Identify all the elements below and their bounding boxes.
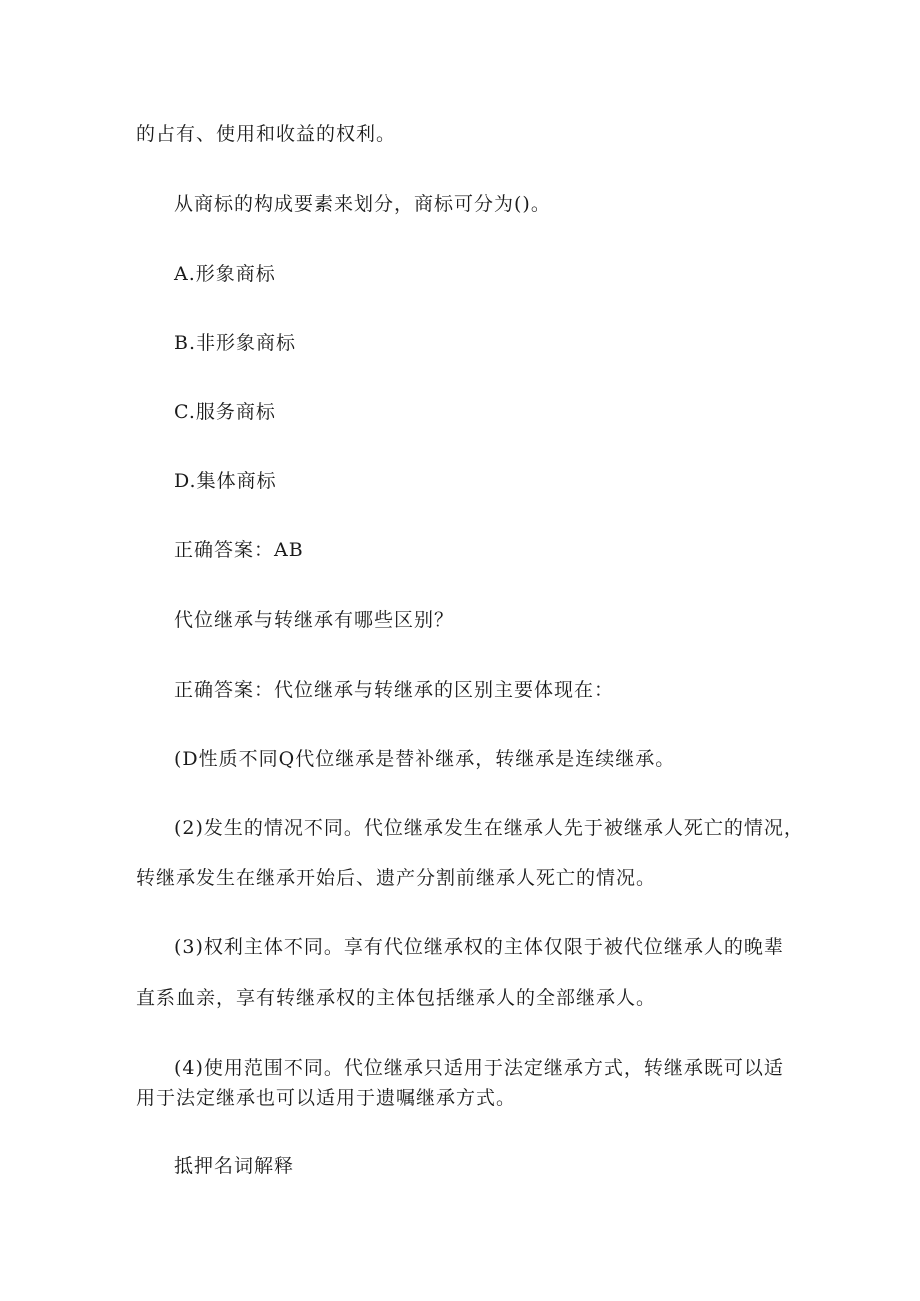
option-b: B.非形象商标 bbox=[174, 332, 297, 354]
answer-point-3: (3)权利主体不同。享有代位继承权的主体仅限于被代位继承人的晚辈 bbox=[174, 936, 784, 958]
question-stem: 代位继承与转继承有哪些区别？ bbox=[174, 609, 455, 631]
answer-line: 正确答案：AB bbox=[174, 539, 304, 561]
option-a: A.形象商标 bbox=[174, 263, 276, 285]
option-d: D.集体商标 bbox=[174, 470, 277, 492]
answer-point-4: (4)使用范围不同。代位继承只适用于法定继承方式，转继承既可以适 bbox=[174, 1057, 784, 1079]
answer-point-2-continued: 转继承发生在继承开始后、遗产分割前继承人死亡的情况。 bbox=[136, 867, 657, 889]
answer-point-4-continued: 用于法定继承也可以适用于遗嘱继承方式。 bbox=[136, 1087, 517, 1109]
answer-point-3-continued: 直系血亲，享有转继承权的主体包括继承人的全部继承人。 bbox=[136, 987, 657, 1009]
answer-intro: 正确答案：代位继承与转继承的区别主要体现在： bbox=[174, 679, 615, 701]
option-c: C.服务商标 bbox=[174, 401, 276, 423]
paragraph-continuation: 的占有、使用和收益的权利。 bbox=[136, 123, 397, 145]
next-item-heading: 抵押名词解释 bbox=[174, 1155, 295, 1177]
answer-point-1: (D性质不同Q代位继承是替补继承，转继承是连续继承。 bbox=[174, 748, 676, 770]
question-stem: 从商标的构成要素来划分，商标可分为()。 bbox=[174, 193, 551, 215]
answer-point-2: (2)发生的情况不同。代位继承发生在继承人先于被继承人死亡的情况， bbox=[174, 817, 804, 839]
